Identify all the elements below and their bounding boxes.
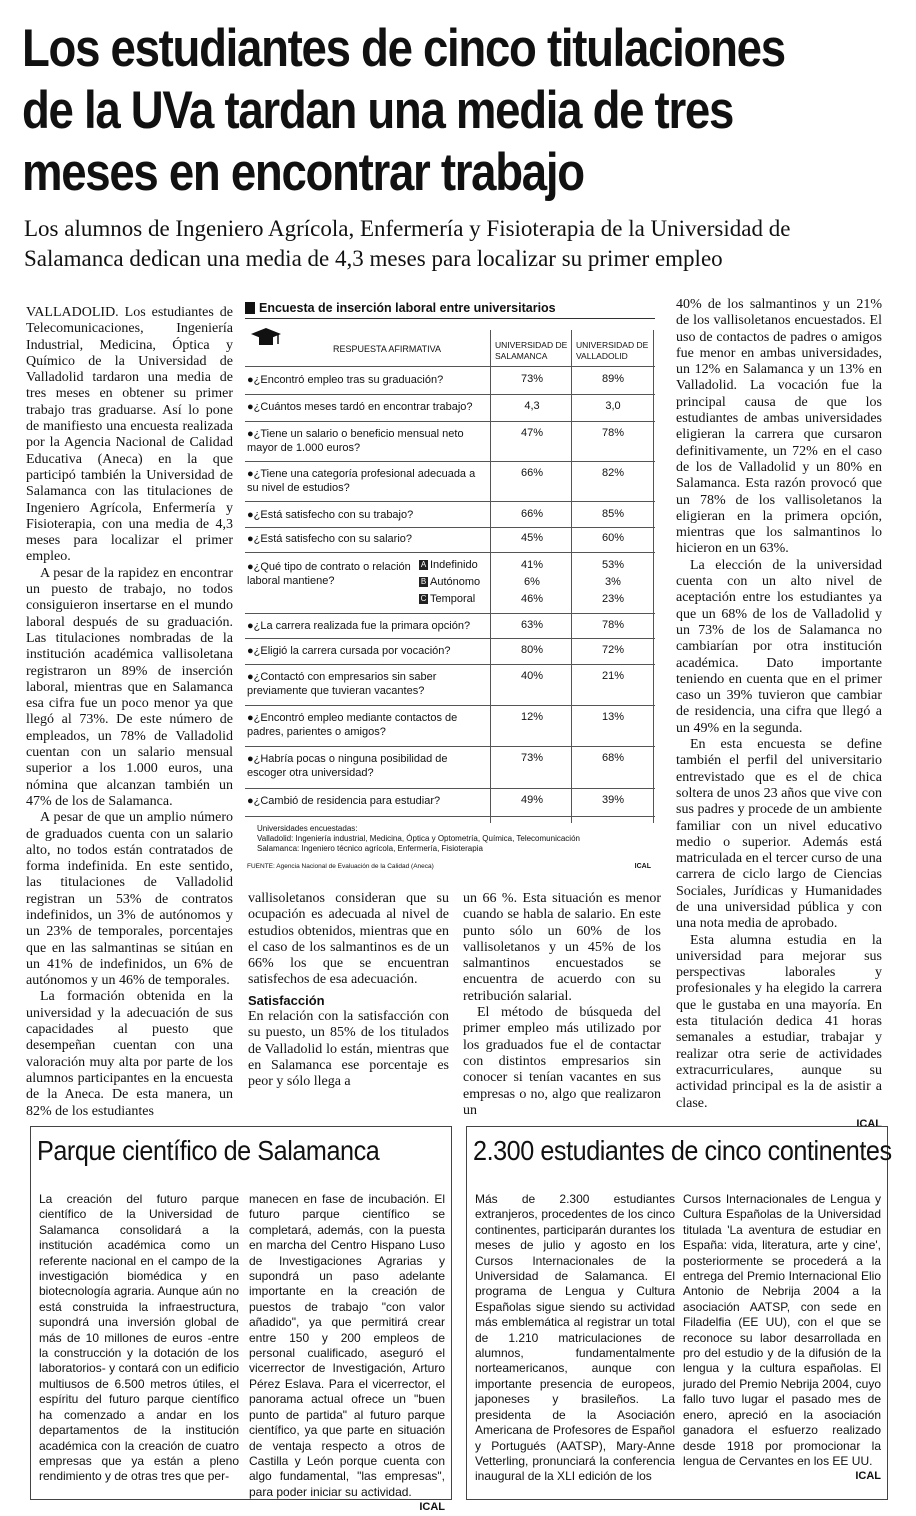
value-valladolid: 82% xyxy=(601,467,625,479)
box-column xyxy=(249,1192,445,1516)
value-valladolid: 23% xyxy=(601,593,625,605)
value-valladolid: 89% xyxy=(601,373,625,385)
row-divider xyxy=(245,461,655,462)
survey-question: ●¿Está satisfecho con su trabajo? xyxy=(247,509,414,521)
value-salamanca: 41% xyxy=(520,559,544,571)
survey-question: ●¿Está satisfecho con su salario? xyxy=(247,533,412,545)
value-salamanca: 49% xyxy=(520,794,544,806)
box-column xyxy=(475,1192,675,1485)
row-divider xyxy=(245,816,655,817)
row-divider xyxy=(245,394,655,395)
box-paragraph: Cursos Internacionales de Lengua y Cultura Españolas de la Universidad titulada 'La aventura de estudiar en España: vida, literatura, arte y cine', posteriormente se procederá a la entrega del Premio Internacional Elio Antonio de Nebrija 2004 a la asociación AATSP, con sede en Filadelfia (EE UU), con el que se reconoce su labor desarrollada en pro del estudio y de la difusión de la lengua y la cultura españolas. El jurado del Premio Nebrija 2004, cuyo fallo tuvo lugar el pasado mes de enero, apreció en la asociación ganadora el esfuerzo realizado desde 1918 por promocionar la lengua de Cervantes en los EE UU. xyxy=(683,1192,881,1468)
value-salamanca: 46% xyxy=(520,593,544,605)
header-answer: RESPUESTA AFIRMATIVA xyxy=(333,344,442,354)
value-valladolid: 78% xyxy=(601,427,625,439)
value-salamanca: 66% xyxy=(520,467,544,479)
value-valladolid: 39% xyxy=(601,794,625,806)
box-estudiantes-extranjeros xyxy=(466,1126,892,1500)
box-signature: ICAL xyxy=(419,1501,445,1514)
survey-question: ●¿Contactó con empresarios sin saber previamente que tuvieran vacantes? xyxy=(247,671,437,697)
article-paragraph: En esta encuesta se define también el perfil del universitario entrevistado que es el de chica soltera de unos 23 años que vive con sus padres y procede de un ambiente familiar con un nivel educativo medio o superior. Además está matriculada en el tercer curso de una carrera de ciclo largo de Ciencias Sociales, Jurídicas y Humanidades de una universidad pública y con una nota media de aprobado. xyxy=(676,737,883,932)
value-valladolid: 3% xyxy=(605,576,621,588)
row-divider xyxy=(245,746,655,747)
article-column-left xyxy=(26,305,233,1120)
box-column xyxy=(39,1192,239,1485)
headline xyxy=(22,18,785,204)
article-paragraph: La elección de la universidad cuenta con un alto nivel de aceptación entre los estudiantes ya que un 68% de los de Valladolid y un 73% de los de Salamanca no cambiarían por otra institución académica. Dato importante teniendo en cuenta que en el primer caso un 39% tuvieron que cambiar de residencia, una cifra que llegó a un 49% en la segunda. xyxy=(676,557,882,736)
column-divider xyxy=(653,330,654,823)
row-divider xyxy=(245,788,655,789)
contract-type-label: B Autónomo xyxy=(420,576,481,588)
survey-question: ●¿Cambió de residencia para estudiar? xyxy=(247,795,441,807)
value-valladolid: 60% xyxy=(601,532,625,544)
row-divider xyxy=(245,527,655,528)
contract-type-label: A Indefinido xyxy=(420,559,478,571)
header-salamanca: UNIVERSIDAD DE SALAMANCA xyxy=(495,340,568,361)
value-valladolid: 85% xyxy=(601,508,625,520)
survey-question: ●¿Tiene un salario o beneficio mensual neto mayor de 1.000 euros? xyxy=(247,428,464,454)
article-column-mid-2 xyxy=(463,891,661,1119)
row-divider xyxy=(245,552,655,553)
row-divider xyxy=(245,638,655,639)
survey-credit: ICAL xyxy=(634,863,651,870)
subheadline: Los alumnos de Ingeniero Agrícola, Enfermería y Fisioterapia de la Universidad de Salamanca dedican una media de 4,3 meses para localizar su primer empleo xyxy=(24,216,791,271)
value-salamanca: 40% xyxy=(520,670,544,682)
notes-title: Universidades encuestadas: xyxy=(257,824,358,833)
article-paragraph: En relación con la satisfacción con su puesto, un 85% de los titulados de Valladolid lo están, mientras que en Salamanca ese porcentaje es peor y sólo llega a xyxy=(248,1009,449,1090)
value-valladolid: 21% xyxy=(601,670,625,682)
row-divider xyxy=(245,613,655,614)
survey-question: ●¿Encontró empleo tras su graduación? xyxy=(247,374,444,386)
article-column-right xyxy=(676,297,882,1132)
value-salamanca: 12% xyxy=(520,711,544,723)
survey-question: ●¿Tiene una categoría profesional adecuada a su nivel de estudios? xyxy=(247,468,476,494)
survey-source: FUENTE: Agencia Nacional de Evaluación de la Calidad (Aneca) xyxy=(247,863,434,870)
article-signature: ICAL xyxy=(856,1117,882,1130)
survey-table xyxy=(245,300,655,883)
survey-question: ●¿Habría pocas o ninguna posibilidad de escoger otra universidad? xyxy=(247,753,448,779)
value-valladolid: 78% xyxy=(601,619,625,631)
article-paragraph: VALLADOLID. Los estudiantes de Telecomunicaciones, Ingeniería Industrial, Medicina, Óptica y Químico de la Universidad de Valladolid tardaron una media de tres meses en obtener su primer trabajo tras graduarse. Así lo pone de manifiesto una encuesta realizada por la Agencia Nacional de Calidad Educativa (Aneca) en la que participó también la Universidad de Salamanca con las titulaciones de Ingeniero Agrícola, Enfermería y Fisioterapia, con una media de 4,3 meses para localizar el primer empleo. xyxy=(26,305,233,565)
value-salamanca: 47% xyxy=(520,427,544,439)
headline-line-2: de la UVa tardan una media de tres xyxy=(22,81,734,140)
box-column xyxy=(683,1192,881,1485)
survey-title: Encuesta de inserción laboral entre universitarios xyxy=(259,301,556,315)
value-salamanca: 45% xyxy=(520,532,544,544)
value-valladolid: 68% xyxy=(601,752,625,764)
contract-type-label: C Temporal xyxy=(420,593,476,605)
value-valladolid: 72% xyxy=(601,644,625,656)
survey-title-bar xyxy=(245,300,655,319)
header-valladolid: UNIVERSIDAD DE VALLADOLID xyxy=(576,340,649,361)
box-title: Parque científico de Salamanca xyxy=(37,1135,380,1166)
column-divider xyxy=(571,330,572,823)
notes-salamanca: Salamanca: Ingeniero técnico agrícola, Enfermería, Fisioterapia xyxy=(257,844,483,853)
survey-question: ●¿Qué tipo de contrato o relación laboral mantiene? xyxy=(247,561,411,587)
row-divider xyxy=(245,366,655,367)
article-paragraph: vallisoletanos consideran que su ocupación es adecuada al nivel de estudios obtenidos, mientras que en el caso de los salmantinos es de un 66% los que se encuentran satisfechos de esa adecuación. xyxy=(248,891,449,988)
graduation-cap-icon xyxy=(251,326,281,348)
survey-question: ●¿La carrera realizada fue la primara opción? xyxy=(247,620,471,632)
survey-question: ●¿Encontró empleo mediante contactos de padres, parientes o amigos? xyxy=(247,712,458,738)
box-paragraph: manecen en fase de incubación. El futuro parque científico se completará, además, con la puesta en marcha del Centro Hispano Luso de Investigaciones Agrarias y supondrá un paso adelante importante en la creación de puestos de trabajo "con valor añadido", ya que permitirá crear entre 150 y 200 empleos de personal cualificado, aseguró el vicerrector de Investigación, Arturo Pérez Eslava. Para el vicerrector, el panorama actual ofrece un "buen punto de partida" al futuro parque científico, ya que parte en situación de ventaja respecto a otros de Castilla y León porque cuenta con algo fundamental, "las empresas", para poder iniciar su actividad. xyxy=(249,1192,445,1499)
title-square-icon xyxy=(245,302,255,314)
row-divider xyxy=(245,705,655,706)
value-salamanca: 73% xyxy=(520,752,544,764)
article-paragraph: A pesar de que un amplio número de graduados cuenta con un salario alto, no todos están contratados de forma indefinida. En este sentido, las titulaciones de Valladolid registran un 53% de contratos indefinidos, un 3% de autónomos y un 23% de temporales, porcentajes que en las salmantinas se sitúan en un 41% de indefinidos, un 6% de autónomos y un 46% de temporales. xyxy=(26,810,233,989)
value-valladolid: 53% xyxy=(601,559,625,571)
column-divider xyxy=(490,330,491,823)
article-paragraph: Esta alumna estudia en la universidad para mejorar sus perspectivas laborales y profesionales y ha elegido la carrera que le gustaba en una mayoría. En esta titulación dedica 41 horas semanales a estudiar, trabajar y realizar otra serie de actividades extracurriculares, aunque su actividad principal es la de asistir a clase. xyxy=(676,932,882,1111)
article-paragraph: El método de búsqueda del primer empleo más utilizado por los graduados fue el de contactar con distintos empresarios sin conocer si tenían vacantes en sus empresas o no, algo que realizaron un xyxy=(463,1005,661,1118)
row-divider xyxy=(245,501,655,502)
row-divider xyxy=(245,664,655,665)
value-valladolid: 13% xyxy=(601,711,625,723)
article-paragraph: La formación obtenida en la universidad y la adecuación de sus capacidades al puesto que desempeñan cuentan con una valoración muy alta por parte de los alumnos participantes en la encuesta de la Aneca. De esta manera, un 82% de los estudiantes xyxy=(26,989,233,1119)
headline-line-1: Los estudiantes de cinco titulaciones xyxy=(22,19,785,78)
value-salamanca: 4,3 xyxy=(524,400,540,412)
box-paragraph: La creación del futuro parque científico de la Universidad de Salamanca consolidará a la institución académica como un referente nacional en el campo de la investigación biomédica y en biotecnología agraria. Aunque aún no está construida la infraestructura, supondrá una inversión global de más de 10 millones de euros -entre la construcción y la dotación de los laboratorios- y contará con un edificio multiusos de 6.500 metros útiles, el espíritu del futuro parque científico ha comenzado a andar en los departamentos de la institución académica con la creación de cuatro empresas que ya están a pleno rendimiento y de otras tres que per- xyxy=(39,1192,239,1484)
value-salamanca: 73% xyxy=(520,373,544,385)
article-paragraph: un 66 %. Esta situación es menor cuando se habla de salario. En este punto sólo un 60% de los vallisoletanos y un 45% de los salmantinos encuestados se encuentra de acuerdo con su retribución salarial. xyxy=(463,891,661,1004)
value-salamanca: 63% xyxy=(520,619,544,631)
survey-notes xyxy=(257,824,653,854)
section-subhead: Satisfacción xyxy=(248,992,325,1008)
box-parque-cientifico xyxy=(30,1126,452,1514)
survey-question: ●¿Cuántos meses tardó en encontrar trabajo? xyxy=(247,401,473,413)
article-column-mid-1 xyxy=(248,891,449,1091)
box-paragraph: Más de 2.300 estudiantes extranjeros, procedentes de los cinco continentes, participarán durantes los meses de julio y agosto en los Cursos Internacionales de la Universidad de Salamanca. El programa de Lengua y Cultura Españolas sigue siendo su actividad más emblemática al registrar un total de 1.210 matriculaciones de alumnos, fundamentalmente norteamericanos, aunque con importante presencia de europeos, japoneses y brasileños. La presidenta de la Asociación Americana de Profesores de Español y Portugués (AATSP), Mary-Anne Vetterling, pronunciará la conferencia inaugural de la XLI edición de los xyxy=(475,1192,675,1484)
article-paragraph: A pesar de la rapidez en encontrar un puesto de trabajo, no todos consiguieron insertarse en el mundo laboral después de su graduación. Las titulaciones nombradas de la institución académica vallisoletana registraron un 89% de inserción laboral, mientras que en Salamanca esa cifra fue un poco menor ya que llegó al 73%. De este número de empleados, un 78% de Valladolid cuentan con un salario mensual superior a los 1.000 euros, una nómina que alcanzan también un 47% de los de Salamanca. xyxy=(26,565,233,809)
value-salamanca: 6% xyxy=(524,576,540,588)
value-salamanca: 80% xyxy=(520,644,544,656)
survey-question: ●¿Eligió la carrera cursada por vocación? xyxy=(247,645,451,657)
row-divider xyxy=(245,421,655,422)
article-paragraph: 40% de los salmantinos y un 21% de los vallisoletanos encuestados. El uso de contactos de padres o amigos fue menor en ambas universidades, un 12% en Salamanca y un 13% en Valladolid. La vocación fue la principal causa de que los estudiantes de ambas universidades eligieran la carrera que cursaron definitivamente, un 72% en el caso de los de Valladolid y un 80% en Salamanca. Esta razón provocó que un 78% de los vallisoletanos la eligieran en la primera opción, mientras que los salmantinos lo hicieron en un 63%. xyxy=(676,297,882,557)
box-signature: ICAL xyxy=(855,1470,881,1483)
box-title: 2.300 estudiantes de cinco continentes xyxy=(473,1135,892,1166)
value-valladolid: 3,0 xyxy=(605,400,621,412)
value-salamanca: 66% xyxy=(520,508,544,520)
notes-valladolid: Valladolid: Ingeniería industrial, Medicina, Óptica y Optometría, Química, Telecomunicación xyxy=(257,834,580,843)
headline-line-3: meses en encontrar trabajo xyxy=(22,143,584,202)
